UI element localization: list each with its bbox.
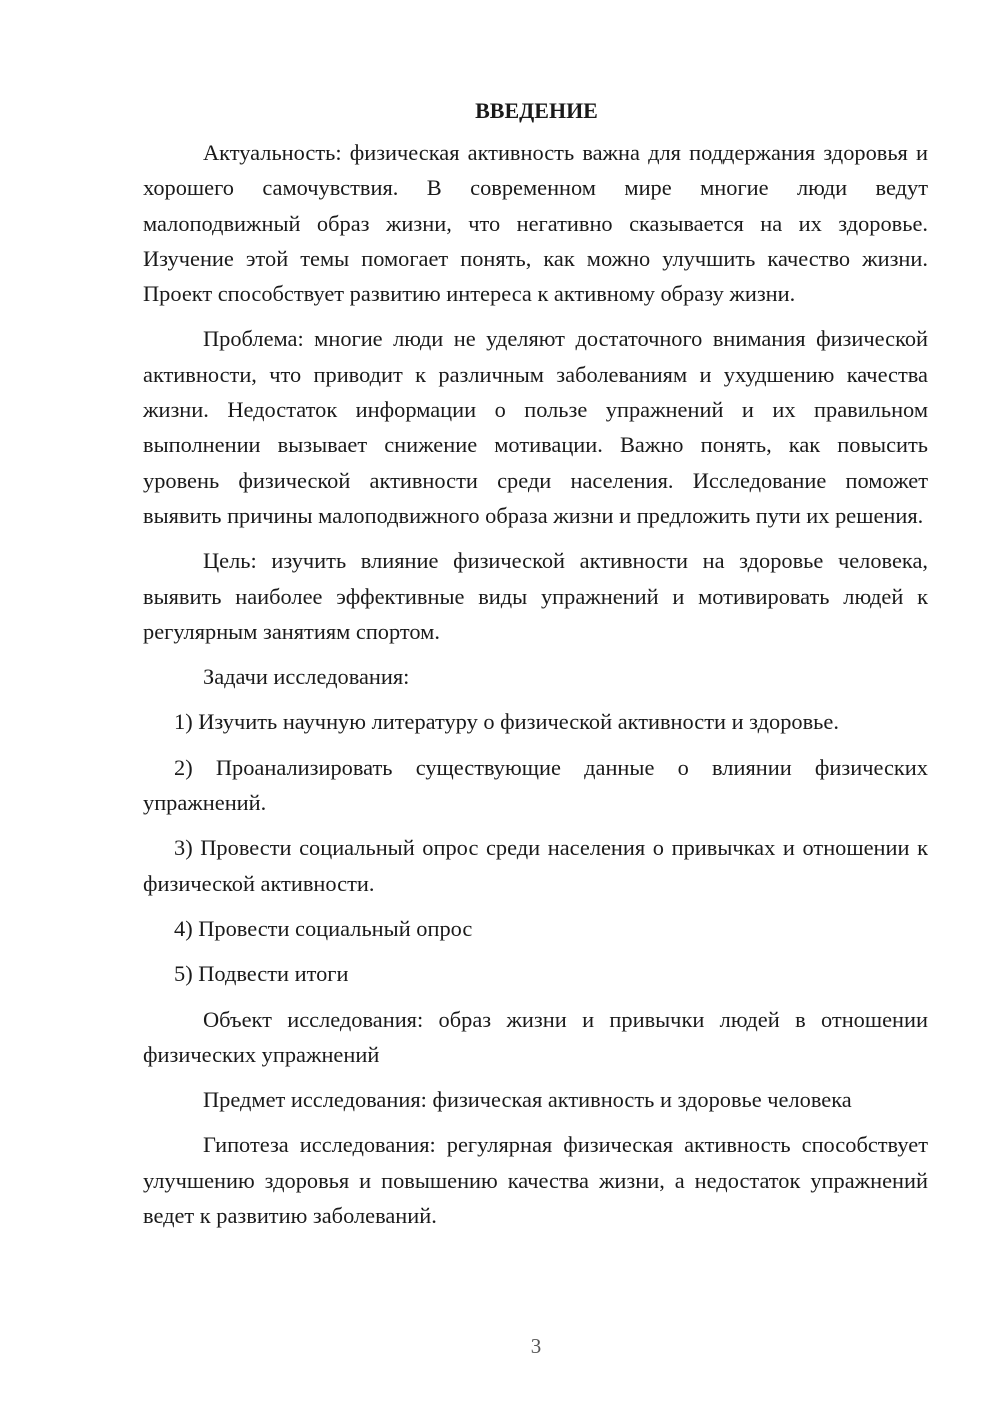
paragraph-problem: Проблема: многие люди не уделяют достаточного внимания физической активности, что приводит к различным заболеваниям и ухудшению качества жизни. Недостаток информации о пользе упражнений и их правильном выполнении вызывает снижение мотивации. Важно понять, как повысить уровень физической активности среди населения. Исследование поможет выявить причины малоподвижного образа жизни и предложить пути их решения. <box>143 326 928 528</box>
tasks-heading: Задачи исследования: <box>203 664 410 690</box>
paragraph-object: Объект исследования: образ жизни и привычки людей в отношении физических упражнений <box>143 1006 928 1067</box>
task-item-4: 4) Провести социальный опрос <box>174 915 473 941</box>
paragraph-hypothesis: Гипотеза исследования: регулярная физическая активность способствует улучшению здоровья и повышению качества жизни, а недостаток упражнений ведет к развитию заболеваний. <box>143 1132 928 1229</box>
section-title: ВВЕДЕНИЕ <box>475 98 598 123</box>
task-item-5: 5) Подвести итоги <box>174 961 349 987</box>
task-item-1: 1) Изучить научную литературу о физической активности и здоровье. <box>174 709 839 735</box>
paragraph-relevance: Актуальность: физическая активность важна для поддержания здоровья и хорошего самочувствия. В современном мире многие люди ведут малоподвижный образ жизни, что негативно сказывается на их здоровье. Изучение этой темы помогает понять, как можно улучшить качество жизни. Проект способствует развитию интереса к активному образу жизни. <box>143 140 928 307</box>
task-item-3: 3) Провести социальный опрос среди населения о привычках и отношении к физической активности. <box>143 835 928 896</box>
task-item-2: 2) Проанализировать существующие данные о влиянии физических упражнений. <box>143 754 928 816</box>
page-content <box>143 97 928 1243</box>
page-number: 3 <box>530 1334 542 1358</box>
paragraph-goal: Цель: изучить влияние физической активности на здоровье человека, выявить наиболее эффективные виды упражнений и мотивировать людей к регулярным занятиям спортом. <box>143 548 928 644</box>
paragraph-subject: Предмет исследования: физическая активность и здоровье человека <box>203 1087 852 1113</box>
